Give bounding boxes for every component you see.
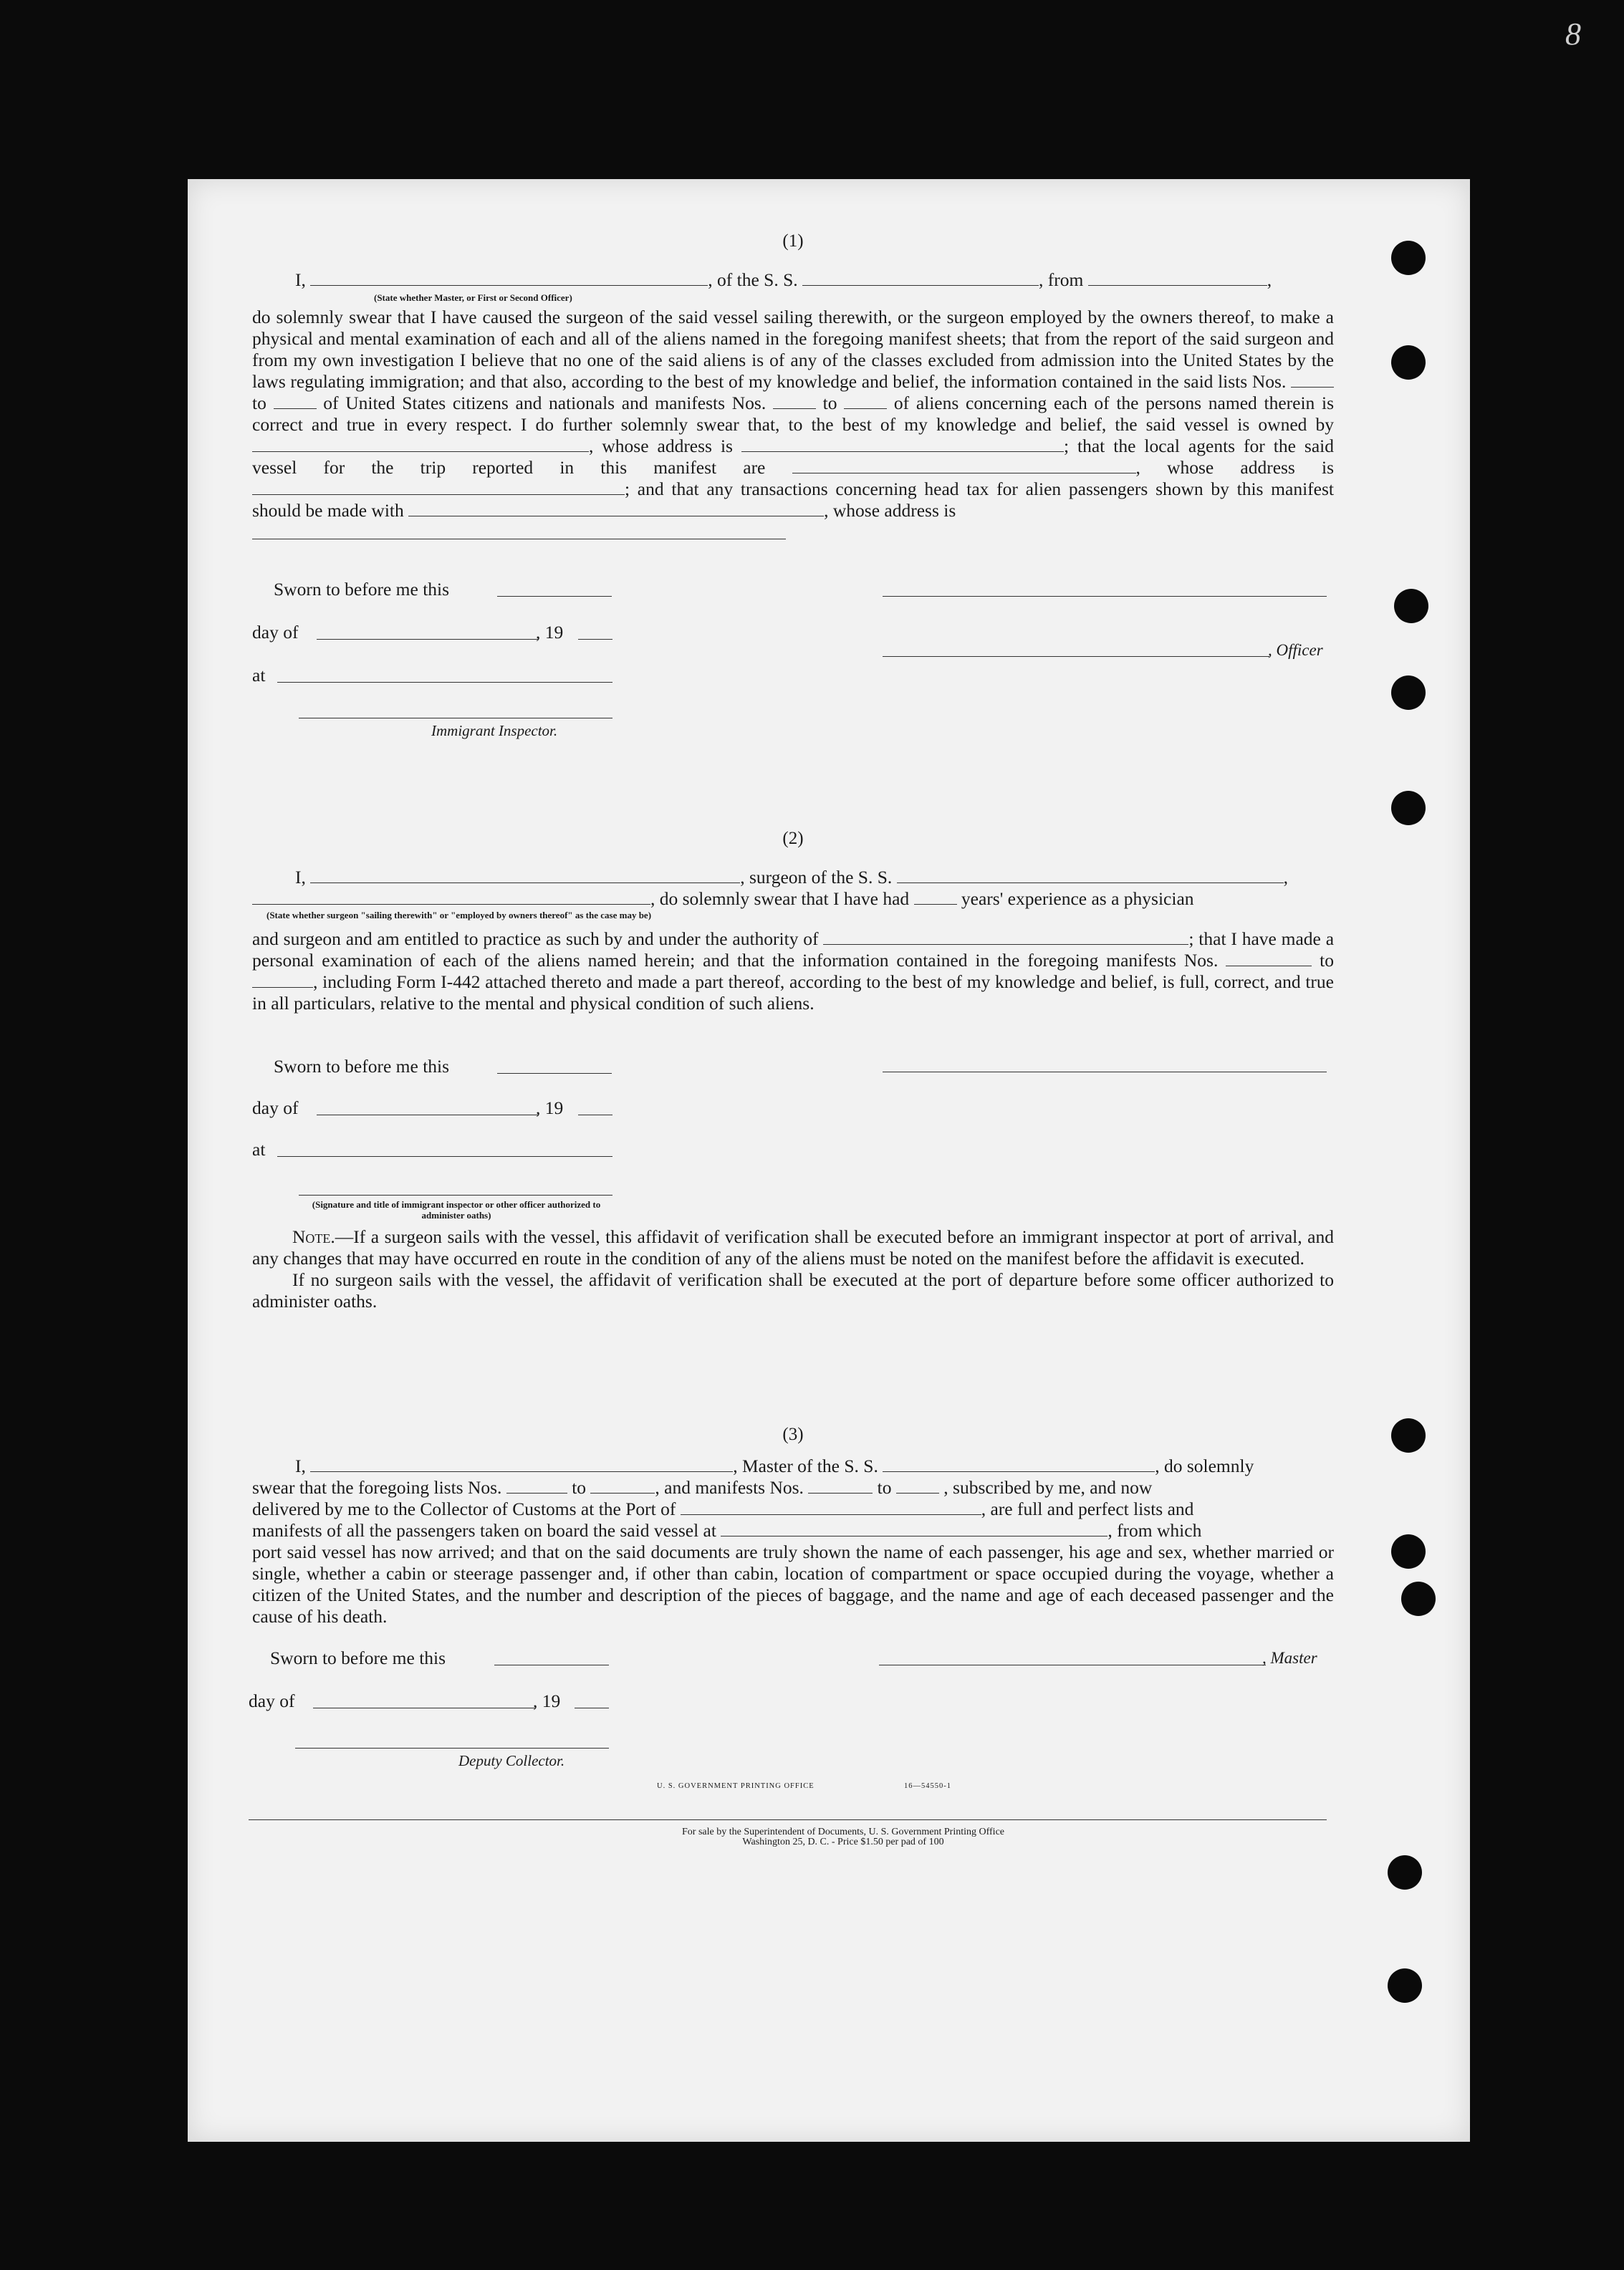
- sworn-label: Sworn to before me this: [270, 1648, 446, 1668]
- punch-hole: [1388, 1968, 1422, 2003]
- text: , are full and perfect lists and: [981, 1499, 1194, 1519]
- oath-text: port said vessel has now arrived; and that on the said documents are truly shown the name of each passenger, his age and sex, whether married or single, whether a cabin or steerage passenger and, if other than cabin, location of compartment or space occupied during the voyage, whether a citizen of the United States, and the number and description of the pieces of baggage, and the name and age of each deceased passenger and the cause of his death.: [252, 1542, 1334, 1627]
- sworn-date-field[interactable]: [497, 596, 612, 597]
- owner-field[interactable]: [252, 438, 589, 452]
- manifest-from-field[interactable]: [773, 395, 816, 409]
- oath-text: do solemnly swear that I have caused the surgeon of the said vessel sailing therewith, or the surgeon employed by the owners thereof, to make a physical and mental examination of each and all of the aliens named in the foregoing manifest sheets; that from the report of the said surgeon and from my own investigation I believe that no one of the said aliens is of any of the classes excluded from admission into the United States by the laws regulating immigration; and that also, according to the best of my knowledge and belief, the information contained in the said lists Nos.: [252, 307, 1334, 392]
- signature-hint: (Signature and title of immigrant inspector or other officer authorized to administer oaths): [312, 1199, 601, 1221]
- manifest-from-field[interactable]: [808, 1480, 873, 1494]
- oath-text: , including Form I-442 attached thereto and made a part thereof, according to the best of my knowledge and belief, is full, correct, and true in all particulars, relative to the mental and physical condition of such aliens.: [252, 971, 1334, 1014]
- punch-hole: [1388, 1855, 1422, 1890]
- text: , subscribed by me, and now: [943, 1477, 1153, 1498]
- master-title: , Master: [1262, 1649, 1317, 1667]
- day-of-label: day of: [252, 622, 299, 643]
- oath-text: that I have made a personal examination of each of the aliens named herein; and that the information contained in the foregoing manifests Nos.: [252, 928, 1335, 971]
- sworn-label: Sworn to before me this: [274, 579, 450, 600]
- footer-line-2: Washington 25, D. C. - Price $1.50 per pad of 100: [742, 1837, 944, 1847]
- footer-rule: [249, 1819, 1327, 1820]
- embark-port-field[interactable]: [721, 1523, 1108, 1536]
- text: , whose address is: [589, 436, 733, 456]
- punch-hole: [1401, 1582, 1436, 1616]
- surgeon-type-field[interactable]: [252, 891, 650, 905]
- punch-hole: [1391, 1418, 1426, 1453]
- officer-signature-field[interactable]: [883, 656, 1269, 657]
- section-number: (1): [782, 231, 804, 251]
- text: to: [252, 393, 266, 413]
- officer-signature-line[interactable]: [883, 596, 1327, 597]
- text: to: [572, 1477, 587, 1498]
- text: swear that the foregoing lists Nos.: [252, 1477, 502, 1498]
- manifest-to-field[interactable]: [844, 395, 887, 409]
- text: , from which: [1108, 1520, 1202, 1541]
- oath-text: that the local agents for the said vessel for the trip reported in this manifest are: [252, 436, 1334, 478]
- footer-line-1: For sale by the Superintendent of Documents, U. S. Government Printing Office: [682, 1827, 1004, 1837]
- at-field[interactable]: [277, 1156, 612, 1157]
- text: ,: [1135, 457, 1140, 478]
- deputy-title: Deputy Collector.: [458, 1752, 565, 1769]
- list-to-field[interactable]: [274, 395, 317, 409]
- text: ;: [1063, 436, 1070, 456]
- year-label: , 19: [536, 1097, 564, 1118]
- text: ;: [1188, 928, 1194, 949]
- agents-field[interactable]: [792, 460, 1136, 473]
- sworn-label: Sworn to before me this: [274, 1056, 450, 1077]
- at-label: at: [252, 1139, 266, 1160]
- text: , do solemnly: [1155, 1456, 1254, 1476]
- form-code: 16—54550-1: [904, 1782, 951, 1790]
- punch-hole: [1391, 1534, 1426, 1569]
- note-text-2: If no surgeon sails with the vessel, the affidavit of verification shall be executed at the port of departure before some officer authorized to administer oaths.: [252, 1269, 1334, 1312]
- text: ,: [1267, 269, 1272, 290]
- years-field[interactable]: [914, 891, 957, 905]
- text: to: [1320, 950, 1334, 971]
- head-tax-address-field[interactable]: [252, 526, 786, 539]
- oath-text: whose address is: [1167, 457, 1335, 478]
- text: I,: [295, 1456, 306, 1476]
- list-to-field[interactable]: [590, 1480, 655, 1494]
- punch-hole: [1391, 241, 1426, 275]
- manifest-to-field[interactable]: [896, 1480, 939, 1494]
- oath-text: and surgeon and am entitled to practice as such by and under the authority of: [252, 928, 819, 949]
- note-text: —If a surgeon sails with the vessel, this affidavit of verification shall be executed before an immigrant inspector at port of arrival, and any changes that may have occurred en route in the condition of any of the aliens must be noted on the manifest before the affidavit is executed.: [252, 1226, 1334, 1269]
- signature-field[interactable]: [299, 1195, 612, 1196]
- agents-address-field[interactable]: [252, 481, 625, 495]
- section-number: (2): [782, 829, 804, 848]
- text: to: [877, 1477, 892, 1498]
- printer-mark: U. S. GOVERNMENT PRINTING OFFICE: [657, 1782, 815, 1790]
- oath-text: of aliens concerning each of the persons named therein is correct and true in every respect. I do further solemnly swear that, to the best of my knowledge and belief, the said vessel is owned by: [252, 393, 1334, 435]
- vessel-name-field[interactable]: [883, 1458, 1155, 1472]
- field-hint: (State whether Master, or First or Second Officer): [374, 292, 572, 303]
- inspector-title: Immigrant Inspector.: [431, 722, 558, 739]
- year-field[interactable]: [578, 639, 612, 640]
- form-page: [188, 179, 1470, 2142]
- text: , of the S. S.: [708, 269, 798, 290]
- list-from-field[interactable]: [1291, 374, 1334, 388]
- text: to: [822, 393, 837, 413]
- text: years' experience as a physician: [961, 888, 1194, 909]
- officer-title: , Officer: [1268, 641, 1323, 659]
- field-hint: (State whether surgeon "sailing therewith" or "employed by owners thereof" as the case may be): [266, 910, 652, 920]
- text: , do solemnly swear that I have had: [650, 888, 910, 909]
- section-1: [252, 231, 1334, 632]
- page-number: 8: [1565, 16, 1581, 52]
- officer-rank-field[interactable]: [310, 272, 708, 286]
- punch-hole: [1391, 345, 1426, 380]
- list-from-field[interactable]: [506, 1480, 567, 1494]
- note: [252, 1226, 1334, 1312]
- day-of-label: day of: [249, 1691, 295, 1711]
- deputy-signature-field[interactable]: [295, 1748, 609, 1749]
- year-label: , 19: [536, 622, 564, 643]
- punch-hole: [1394, 589, 1428, 623]
- text: , whose address is: [824, 500, 956, 521]
- port-field[interactable]: [681, 1501, 981, 1515]
- authority-field[interactable]: [823, 931, 1188, 945]
- oath-text: of United States citizens and nationals and manifests Nos.: [323, 393, 767, 413]
- text: delivered by me to the Collector of Customs at the Port of: [252, 1499, 676, 1519]
- day-of-label: day of: [252, 1097, 299, 1118]
- surgeon-name-field[interactable]: [310, 870, 740, 883]
- year-label: , 19: [533, 1691, 561, 1711]
- manifest-from-field[interactable]: [1226, 953, 1312, 966]
- vessel-name-field[interactable]: [802, 272, 1039, 286]
- text: ,: [1283, 867, 1289, 888]
- departure-port-field[interactable]: [1088, 272, 1267, 286]
- day-of-field[interactable]: [317, 639, 539, 640]
- text: I,: [295, 269, 306, 290]
- text: I,: [295, 867, 306, 888]
- master-name-field[interactable]: [310, 1458, 733, 1472]
- text: , and manifests Nos.: [655, 1477, 804, 1498]
- oath-text: ; and that any transactions concerning head tax for alien passengers shown by this manifest should be made with: [252, 478, 1334, 521]
- section-3: [252, 1424, 1334, 1825]
- text: manifests of all the passengers taken on board the said vessel at: [252, 1520, 716, 1541]
- text: , Master of the S. S.: [733, 1456, 878, 1476]
- punch-hole: [1391, 675, 1426, 710]
- punch-hole: [1391, 791, 1426, 825]
- head-tax-contact-field[interactable]: [408, 503, 824, 516]
- owner-address-field[interactable]: [741, 438, 1064, 452]
- text: , from: [1039, 269, 1084, 290]
- at-field[interactable]: [277, 682, 612, 683]
- vessel-name-field[interactable]: [897, 870, 1284, 883]
- sworn-date-field[interactable]: [497, 1073, 612, 1074]
- text: , surgeon of the S. S.: [740, 867, 893, 888]
- section-number: (3): [782, 1425, 804, 1444]
- note-label: Note.: [292, 1226, 335, 1247]
- at-label: at: [252, 665, 266, 686]
- manifest-to-field[interactable]: [252, 974, 313, 988]
